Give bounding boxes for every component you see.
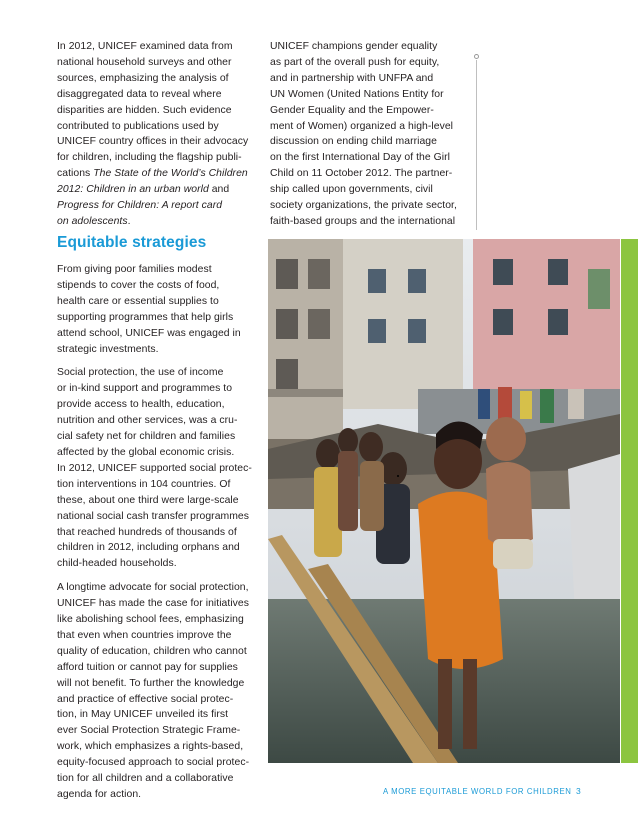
body-line: these, about one third were large-scale	[57, 494, 239, 506]
body-line: supporting programmes that help girls	[57, 311, 234, 323]
publication-title: 2012: Children in an urban world	[57, 184, 209, 196]
body-line: national household surveys and other	[57, 56, 232, 68]
body-line: contributed to publications used by	[57, 120, 219, 132]
page-number: 3	[576, 786, 581, 796]
body-line: faith-based groups and the international	[270, 215, 456, 227]
body-line: equity-focused approach to social protec-	[57, 757, 250, 769]
paragraph	[57, 580, 257, 803]
body-line: UNICEF champions gender equality	[270, 41, 438, 52]
body-line: sources, emphasizing the analysis of	[57, 72, 229, 84]
body-line: national social cash transfer programmes	[57, 510, 250, 522]
body-line: nutrition and other services, was a cru-	[57, 415, 238, 427]
body-line: tion for all children and a collaborative	[57, 773, 234, 785]
body-line: disaggregated data to reveal where	[57, 88, 222, 100]
body-line: child-headed households.	[57, 558, 177, 570]
body-line: work, which emphasizes a rights-based,	[57, 741, 244, 753]
section-heading: Equitable strategies	[57, 234, 207, 251]
publication-title: on adolescents	[57, 215, 128, 227]
body-line: health care or essential supplies to	[57, 295, 219, 307]
body-line: strategic investments.	[57, 343, 159, 355]
paragraph	[57, 365, 257, 572]
body-line: discussion on ending child marriage	[270, 136, 437, 148]
body-line: society organizations, the private sector,	[270, 200, 457, 212]
intro-column-left	[57, 39, 262, 230]
body-line: In 2012, UNICEF examined data from	[57, 41, 233, 52]
body-line: agenda for action.	[57, 789, 142, 800]
body-line: provide access to health, education,	[57, 399, 225, 411]
section-body	[57, 262, 257, 811]
text-run: cations	[57, 168, 94, 180]
chapter-tab	[621, 239, 638, 763]
body-line: tion, in May UNICEF unveiled its first	[57, 709, 229, 721]
publication-title: Progress for Children: A report card	[57, 200, 223, 212]
body-line: or in-kind support and programmes to	[57, 383, 233, 395]
body-line: will not benefit. To further the knowledge	[57, 677, 245, 689]
body-line	[57, 182, 262, 198]
body-line: UN Women (United Nations Entity for	[270, 88, 444, 100]
body-line: that reached hundreds of thousands of	[57, 526, 237, 538]
body-line: Gender Equality and the Empower-	[270, 104, 434, 116]
text-run: and	[208, 184, 230, 196]
body-line: and practice of effective social protec-	[57, 693, 234, 705]
paragraph	[57, 262, 257, 357]
body-line: From giving poor families modest	[57, 264, 212, 275]
body-line: cial safety net for children and families	[57, 431, 236, 443]
body-line: disparities are hidden. Such evidence	[57, 104, 232, 116]
body-line: ever Social Protection Strategic Frame-	[57, 725, 241, 737]
body-line: ship called upon governments, civil	[270, 184, 433, 196]
body-line: that even when countries improve the	[57, 629, 232, 641]
photo-children-on-bamboo-bridge	[268, 239, 620, 763]
body-line: UNICEF country offices in their advocacy	[57, 136, 249, 148]
body-line: quality of education, children who cannot	[57, 645, 247, 657]
body-line: on the first International Day of the Girl	[270, 152, 450, 164]
body-line: attend school, UNICEF was engaged in	[57, 327, 241, 339]
body-line: as part of the overall push for equity,	[270, 56, 440, 68]
body-line: Social protection, the use of income	[57, 367, 224, 379]
body-line	[57, 214, 262, 230]
body-line: affected by the global economic crisis.	[57, 446, 235, 458]
body-line: like abolishing school fees, emphasizing	[57, 614, 244, 626]
text-run: .	[127, 215, 131, 227]
body-line: for children, including the flagship publi-	[57, 152, 242, 164]
body-line	[57, 198, 262, 214]
body-line: stipends to cover the costs of food,	[57, 279, 220, 291]
body-line: ment of Women) organized a high-level	[270, 120, 454, 132]
publication-title: The State of the World’s Children	[93, 168, 248, 180]
body-line: Child on 11 October 2012. The partner-	[270, 168, 453, 180]
body-line: A longtime advocate for social protection,	[57, 582, 249, 594]
body-line: tion interventions in 104 countries. Of	[57, 478, 231, 490]
body-line: afford tuition or cannot pay for supplies	[57, 661, 238, 673]
margin-rule	[476, 60, 477, 230]
running-footer: A MORE EQUITABLE WORLD FOR CHILDREN	[383, 787, 572, 796]
photo-illustration	[268, 239, 620, 763]
intro-column-right	[270, 39, 470, 230]
body-line: and in partnership with UNFPA and	[270, 72, 434, 84]
margin-rule-dot	[474, 54, 479, 59]
body-line	[57, 166, 262, 182]
body-line: In 2012, UNICEF supported social protec-	[57, 462, 252, 474]
body-line: children in 2012, including orphans and	[57, 542, 240, 554]
body-line: UNICEF has made the case for initiatives	[57, 598, 249, 610]
